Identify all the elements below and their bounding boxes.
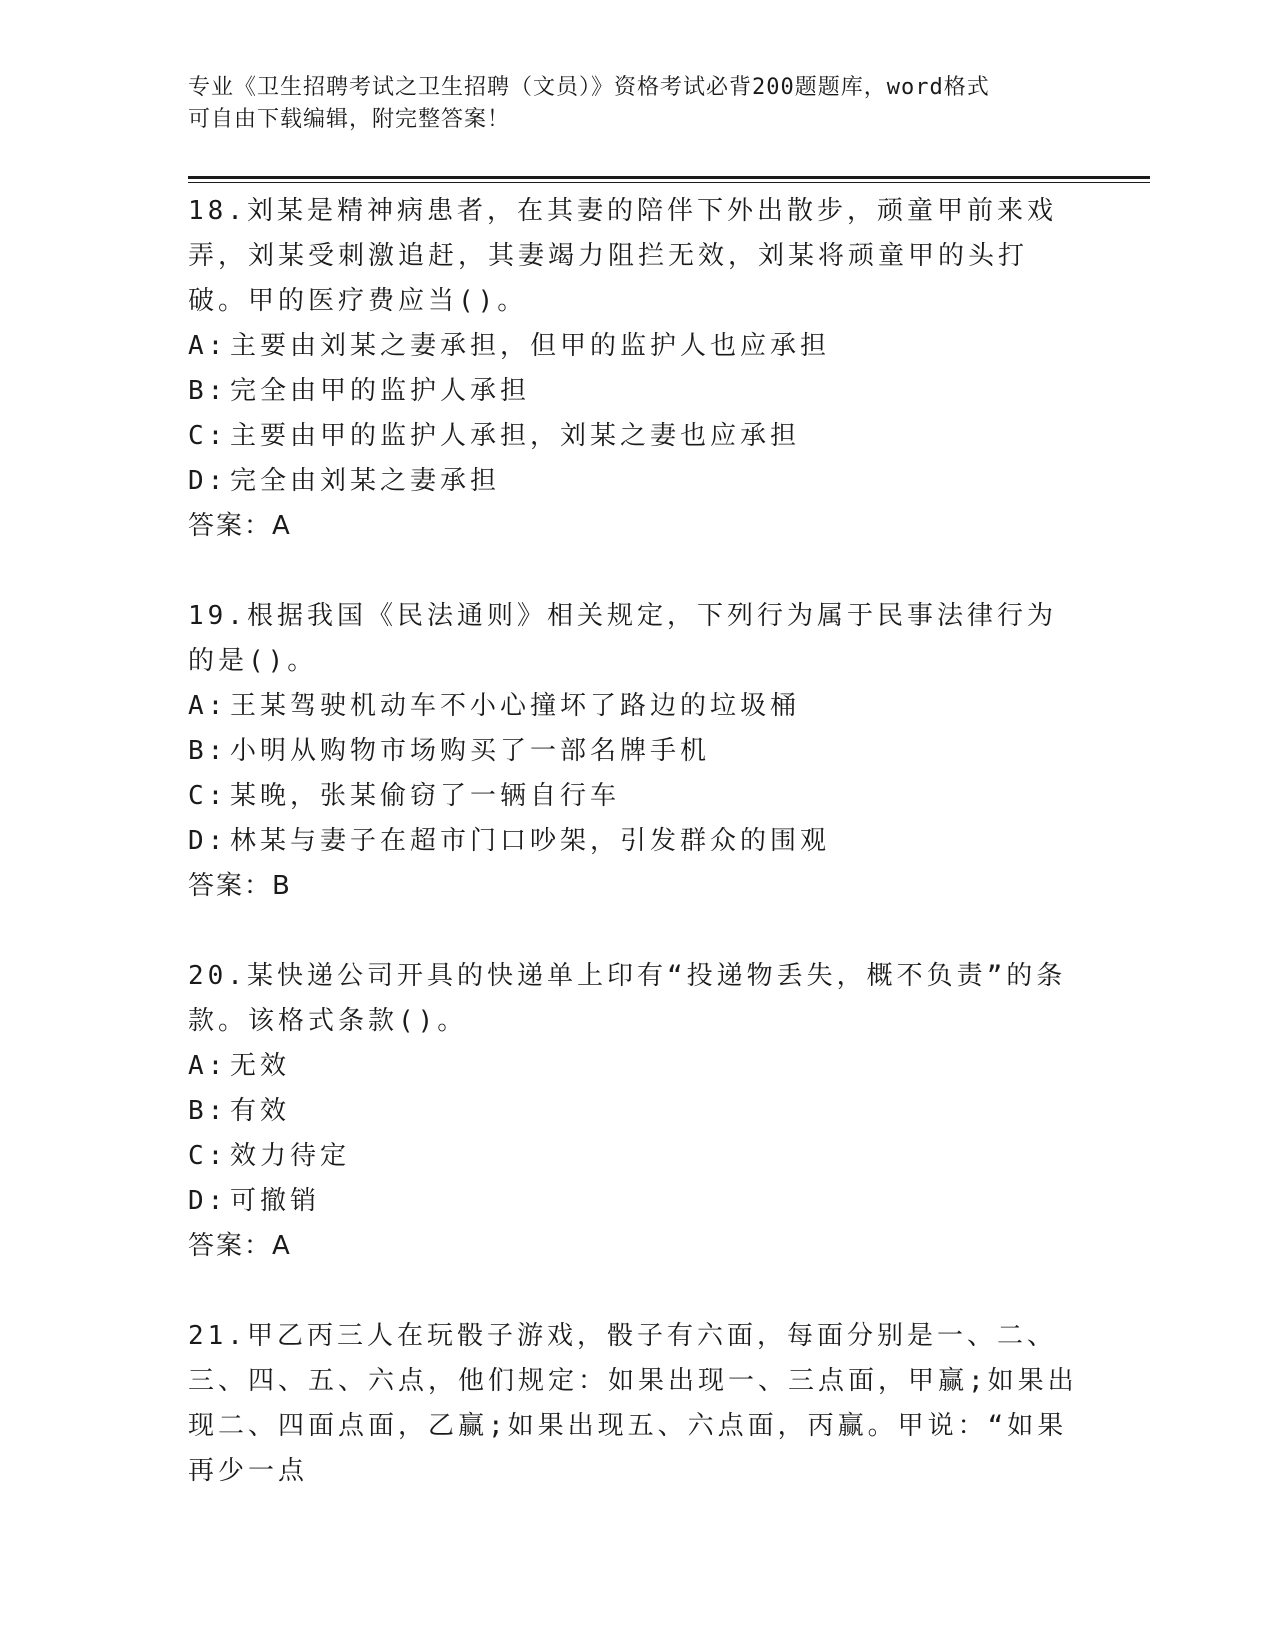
option-c <box>188 1134 1078 1179</box>
header-line-2: 可自由下载编辑，附完整答案！ <box>188 107 511 132</box>
answer-label: 答案：B <box>188 871 292 901</box>
option-text: 主要由刘某之妻承担，但甲的监护人也应承担 <box>230 331 831 361</box>
option-letter: C: <box>188 421 228 451</box>
header-line-1: 专业《卫生招聘考试之卫生招聘（文员）》资格考试必背200题题库，word格式 <box>188 75 990 100</box>
option-text: 某晚，张某偷窃了一辆自行车 <box>230 781 621 811</box>
option-text: 林某与妻子在超市门口吵架，引发群众的围观 <box>230 826 831 856</box>
question-20 <box>188 954 1078 1269</box>
question-21 <box>188 1314 1078 1494</box>
option-c <box>188 774 1078 819</box>
option-letter: D: <box>188 466 228 496</box>
option-d <box>188 1179 1078 1224</box>
option-text: 无效 <box>230 1051 291 1081</box>
option-text: 小明从购物市场购买了一部名牌手机 <box>230 736 711 766</box>
option-text: 完全由刘某之妻承担 <box>230 466 501 496</box>
option-text: 主要由甲的监护人承担，刘某之妻也应承担 <box>230 421 801 451</box>
option-letter: C: <box>188 781 228 811</box>
option-a <box>188 1044 1078 1089</box>
option-b <box>188 369 1078 414</box>
option-letter: D: <box>188 1186 228 1216</box>
option-a <box>188 684 1078 729</box>
option-text: 王某驾驶机动车不小心撞坏了路边的垃圾桶 <box>230 691 801 721</box>
option-letter: B: <box>188 1096 228 1126</box>
document-header <box>188 72 1068 136</box>
option-letter: A: <box>188 691 228 721</box>
answer-label: 答案：A <box>188 1231 292 1261</box>
answer-label: 答案：A <box>188 511 292 541</box>
option-letter: A: <box>188 331 228 361</box>
header-divider-thin <box>188 182 1150 183</box>
option-letter: A: <box>188 1051 228 1081</box>
question-18 <box>188 189 1078 549</box>
option-b <box>188 1089 1078 1134</box>
option-text: 有效 <box>230 1096 291 1126</box>
option-d <box>188 819 1078 864</box>
option-d <box>188 459 1078 504</box>
option-a <box>188 324 1078 369</box>
option-letter: C: <box>188 1141 228 1171</box>
option-b <box>188 729 1078 774</box>
option-text: 效力待定 <box>230 1141 351 1171</box>
option-letter: D: <box>188 826 228 856</box>
option-c <box>188 414 1078 459</box>
option-letter: B: <box>188 736 228 766</box>
option-text: 可撤销 <box>230 1186 321 1216</box>
option-letter: B: <box>188 376 228 406</box>
question-text: 19.根据我国《民法通则》相关规定，下列行为属于民事法律行为的是()。 <box>188 601 1057 676</box>
question-text: 18.刘某是精神病患者，在其妻的陪伴下外出散步，顽童甲前来戏弄，刘某受刺激追赶，其妻竭力阻拦无效，刘某将顽童甲的头打破。甲的医疗费应当()。 <box>188 196 1057 316</box>
question-text: 21.甲乙丙三人在玩骰子游戏，骰子有六面，每面分别是一、二、三、四、五、六点，他们规定：如果出现一、三点面，甲赢;如果出现二、四面点面，乙赢;如果出现五、六点面，丙赢。甲说：“如果再少一点 <box>188 1321 1078 1486</box>
question-text: 20.某快递公司开具的快递单上印有“投递物丢失，概不负责”的条款。该格式条款()。 <box>188 961 1067 1036</box>
header-divider-thick <box>188 176 1150 179</box>
option-text: 完全由甲的监护人承担 <box>230 376 531 406</box>
question-list <box>188 189 1078 1539</box>
question-19 <box>188 594 1078 909</box>
